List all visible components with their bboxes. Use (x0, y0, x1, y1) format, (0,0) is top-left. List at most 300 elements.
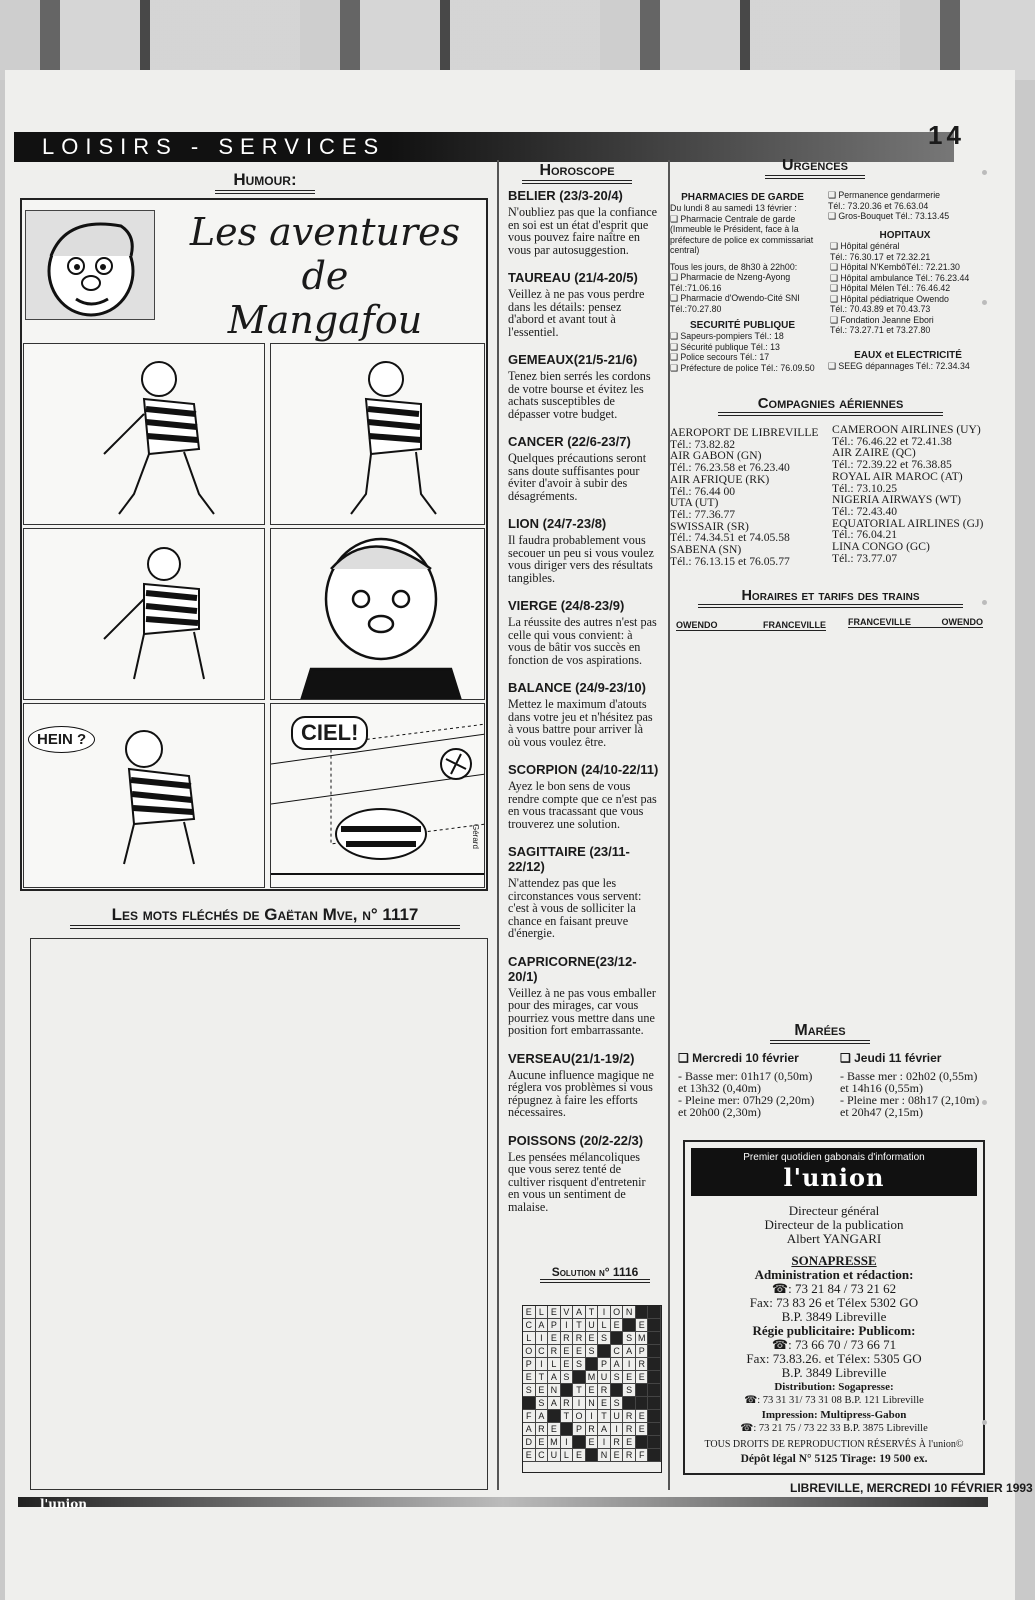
solution-row (523, 1436, 661, 1449)
comic-title (165, 210, 485, 342)
info-line: ❑ Hôpital pédiatrique Owendo (830, 293, 949, 304)
solution-cell: E (561, 1358, 574, 1371)
solution-cell: E (598, 1397, 611, 1410)
info-line: Tous les jours, de 8h30 à 22h00: (670, 261, 798, 272)
horoscope-sign-text: Tenez bien serrés les cordons de votre bourse et évitez les achats susceptibles de dépasser votre budget. (508, 369, 651, 421)
solution-cell: E (573, 1345, 586, 1358)
info-line: ❑ Permanence gendarmerie (828, 190, 941, 200)
info-line: Tél.: 72.39.22 et 76.38.85 (832, 458, 952, 472)
comic-title-line1: Les aventures de (189, 210, 461, 298)
info-line: EQUATORIAL AIRLINES (GJ) (832, 516, 984, 530)
info-line: Tél.: 70.43.89 et 70.43.73 (830, 304, 931, 314)
solution-cell: E (561, 1345, 574, 1358)
info-line: ❑ SEEG dépannages Tél.: 72.34.34 (828, 361, 970, 371)
solution-cell: I (561, 1436, 574, 1449)
info-line: Tél.: 73.10.25 (832, 481, 898, 495)
marees-day2-title: ❑ Jeudi 11 février (840, 1051, 942, 1065)
horoscope-sign-text: N'oubliez pas que la confiance en soi est un état d'esprit que vous pouvez faire naître en vous par autosuggestion. (508, 205, 658, 257)
solution-cell: R (548, 1345, 561, 1358)
train-direction-1 (676, 620, 826, 631)
trains-header: Horaires et tarifs des trains (698, 588, 963, 608)
info-line: Directeur général (788, 1203, 880, 1218)
binding-hole (982, 1420, 987, 1425)
solution-cell (636, 1397, 649, 1410)
mangafou-portrait (25, 210, 155, 320)
info-line: et 13h32 (0,40m) (678, 1081, 761, 1095)
solution-cell: E (611, 1319, 624, 1332)
info-line: NIGERIA AIRWAYS (WT) (832, 493, 962, 507)
info-line: (Immeuble le Président, face à la préfecture de police ex commissariat central) (670, 224, 814, 255)
section-banner: LOISIRS - SERVICES (14, 132, 954, 162)
horoscope-sign-name: CAPRICORNE(23/12-20/1) (508, 953, 637, 984)
comic-panel-6 (270, 703, 485, 888)
footer-date: LIBREVILLE, MERCREDI 10 FÉVRIER 1993 (790, 1481, 1033, 1495)
info-line: Tél.: 76.44 00 (670, 484, 736, 498)
airlines-col-1 (670, 427, 830, 567)
solution-cell: C (523, 1319, 536, 1332)
solution-cell: O (573, 1410, 586, 1423)
solution-cell: A (548, 1371, 561, 1384)
admin-bp: B.P. 3849 Libreville (781, 1309, 887, 1324)
horoscope-sign-name: VIERGE (24/8-23/9) (508, 598, 625, 613)
comic-panel-1 (23, 343, 265, 525)
marees-day2-lines (840, 1070, 990, 1118)
horoscope-sign-text: Mettez le maximum d'atouts dans votre jeu et n'hésitez pas à vous battre pour arriver là où vous voulez être. (508, 697, 653, 749)
airlines-col-2 (832, 424, 992, 564)
info-line: Tél.: 76.04.21 (832, 528, 898, 542)
solution-cell: F (523, 1410, 536, 1423)
solution-cell: N (598, 1449, 611, 1462)
horoscope-sign-text: N'attendez pas que les circonstances vous servent: c'est à vous de solliciter la chance en faisant preuve d'énergie. (508, 876, 642, 940)
solution-cell: S (561, 1371, 574, 1384)
solution-cell: S (611, 1397, 624, 1410)
info-line: ❑ Préfecture de police Tél.: 76.09.50 (670, 362, 815, 373)
info-line: Tél.: 73.20.36 et 76.63.04 (828, 200, 929, 211)
solution-cell: U (548, 1449, 561, 1462)
horoscope-sign-text: Veillez à ne pas vous emballer pour des mirages, car vous pourriez vous mettre dans une position fort embarrassante. (508, 985, 656, 1037)
solution-cell (648, 1423, 661, 1436)
info-line: ❑ Hôpital N'KembôTél.: 72.21.30 (830, 262, 960, 272)
solution-cell: T (598, 1410, 611, 1423)
solution-cell: P (636, 1345, 649, 1358)
solution-cell: I (573, 1397, 586, 1410)
solution-cell: I (561, 1319, 574, 1332)
solution-cell (648, 1397, 661, 1410)
solution-cell: E (636, 1410, 649, 1423)
horoscope-sign-name: BELIER (23/3-20/4) (508, 188, 623, 203)
train-dir2-from: FRANCEVILLE (848, 617, 911, 627)
pharmacies-lines (670, 203, 815, 314)
comic-panel-4 (270, 528, 485, 700)
solution-cell: T (561, 1410, 574, 1423)
solution-cell (648, 1371, 661, 1384)
solution-cell: E (523, 1306, 536, 1319)
comic-panel-3 (23, 528, 265, 700)
solution-row (523, 1358, 661, 1371)
solution-cell: A (536, 1319, 549, 1332)
solution-cell: E (523, 1449, 536, 1462)
info-line: ❑ Fondation Jeanne Ebori (830, 314, 934, 325)
solution-cell: S (623, 1332, 636, 1345)
speech-bubble-ciel: CIEL! (291, 716, 368, 750)
solution-cell (648, 1345, 661, 1358)
solution-cell (586, 1358, 599, 1371)
solution-cell: T (573, 1384, 586, 1397)
horoscope-list (500, 180, 660, 1280)
solution-cell (611, 1384, 624, 1397)
solution-row (523, 1397, 661, 1410)
info-line: et 20h47 (2,15m) (840, 1105, 923, 1119)
solution-cell: N (623, 1306, 636, 1319)
info-line: Directeur de la publication (764, 1217, 904, 1232)
info-line: Tél.:70.27.80 (670, 303, 722, 314)
solution-grid (522, 1305, 662, 1473)
solution-cell: E (586, 1384, 599, 1397)
info-line: - Basse mer : 02h02 (0,55m) (840, 1069, 978, 1083)
solution-cell: U (598, 1371, 611, 1384)
info-line: et 20h00 (2,30m) (678, 1105, 761, 1119)
marees-day1-lines (678, 1070, 838, 1118)
sonapresse: SONAPRESSE (791, 1253, 877, 1268)
pharmacies-title: PHARMACIES DE GARDE (681, 192, 804, 203)
solution-cell: S (536, 1397, 549, 1410)
speech-bubble-hein: HEIN ? (28, 726, 95, 753)
info-line: Tél.: 73.27.71 et 73.27.80 (830, 325, 931, 335)
distribution-title: Distribution: Sogapresse: (774, 1381, 894, 1393)
solution-cell: E (623, 1371, 636, 1384)
info-line: AIR AFRIQUE (RK) (670, 472, 770, 486)
info-line: Tél.: 77.36.77 (670, 507, 736, 521)
solution-cell: T (586, 1306, 599, 1319)
info-line: UTA (UT) (670, 496, 719, 510)
solution-cell: E (523, 1371, 536, 1384)
solution-cell (561, 1423, 574, 1436)
marees-header: Marées (770, 1022, 870, 1044)
solution-cell (523, 1397, 536, 1410)
comic-title-line2: Mangafou (227, 298, 423, 342)
marees-day-1 (678, 1052, 838, 1118)
info-line: CAMEROON AIRLINES (UY) (832, 423, 981, 436)
info-line: Tél.: 74.34.51 et 74.05.58 (670, 531, 790, 545)
info-line: ❑ Gros-Bouquet Tél.: 73.13.45 (828, 211, 950, 221)
masthead-logo: l'union (783, 1163, 885, 1192)
info-line: Du lundi 8 au samedi 13 février : (670, 203, 797, 213)
solution-header: Solution n° 1116 (540, 1265, 650, 1283)
regie-title: Régie publicitaire: Publicom: (752, 1323, 916, 1338)
solution-cell (573, 1436, 586, 1449)
hopitaux-block (830, 230, 980, 336)
solution-cell: S (623, 1384, 636, 1397)
horoscope-sign-text: Ayez le bon sens de vous rendre compte que ce n'est pas en vous tracassant que vous trouverez une solution. (508, 779, 657, 831)
solution-cell: C (536, 1345, 549, 1358)
solution-cell: R (623, 1449, 636, 1462)
footer-bar (18, 1497, 988, 1507)
solution-cell (548, 1410, 561, 1423)
hopitaux-lines (830, 241, 980, 336)
solution-cell: A (573, 1306, 586, 1319)
solution-cell: M (636, 1332, 649, 1345)
solution-cell: S (611, 1371, 624, 1384)
solution-cell: I (611, 1423, 624, 1436)
depot-legal: Dépôt légal N° 5125 Tirage: 19 500 ex. (740, 1453, 928, 1465)
info-line: Tél.: 76.30.17 et 72.32.21 (830, 251, 931, 262)
solution-cell (636, 1436, 649, 1449)
info-line: Tél.: 76.46.22 et 72.41.38 (832, 434, 952, 448)
solution-row (523, 1345, 661, 1358)
info-line: Albert YANGARI (786, 1231, 882, 1246)
solution-cell: S (573, 1358, 586, 1371)
solution-cell: R (573, 1332, 586, 1345)
solution-cell (573, 1371, 586, 1384)
info-line: et 14h16 (0,55m) (840, 1081, 923, 1095)
solution-cell: I (536, 1332, 549, 1345)
solution-cell: E (536, 1384, 549, 1397)
solution-cell (648, 1358, 661, 1371)
info-line: ❑ Hôpital ambulance Tél.: 76.23.44 (830, 272, 970, 283)
solution-cell: F (636, 1449, 649, 1462)
solution-cell: E (636, 1423, 649, 1436)
solution-cell (636, 1306, 649, 1319)
info-line: Tél.: 76.23.58 et 76.23.40 (670, 461, 790, 475)
solution-cell: A (623, 1345, 636, 1358)
horoscope-sign-text: Aucune influence magique ne réglera vos problèmes si vous répugnez à faire les efforts nécessaires. (508, 1067, 654, 1119)
solution-row (523, 1384, 661, 1397)
horoscope-sign-name: SCORPION (24/10-22/11) (508, 762, 659, 777)
solution-cell: E (548, 1306, 561, 1319)
info-line: AEROPORT DE LIBREVILLE (670, 426, 819, 439)
horoscope-sign-text: Les pensées mélancoliques que vous serez tenté de cultiver risquent d'entretenir en vous un sentiment de malaise. (508, 1149, 646, 1214)
solution-cell: P (598, 1358, 611, 1371)
info-line: ❑ Pharmacie Centrale de garde (670, 213, 796, 224)
cartoonist-signature: Gérard (471, 824, 480, 849)
eaux-title: EAUX et ELECTRICITÉ (854, 350, 962, 361)
info-line: - Pleine mer: 07h29 (2,20m) (678, 1093, 815, 1107)
humour-header: Humour: (215, 170, 315, 194)
info-line: ❑ Pharmacie de Nzeng-Ayong (670, 272, 791, 282)
solution-row (523, 1332, 661, 1345)
solution-cell: E (548, 1423, 561, 1436)
admin-title: Administration et rédaction: (754, 1267, 914, 1282)
column-divider (497, 160, 499, 1490)
solution-cell: L (598, 1319, 611, 1332)
binding-hole (982, 300, 987, 305)
info-line: Tél.:71.06.16 (670, 282, 722, 293)
horoscope-header: Horoscope (522, 162, 632, 184)
solution-cell: O (523, 1345, 536, 1358)
solution-cell (586, 1449, 599, 1462)
solution-cell: E (586, 1436, 599, 1449)
solution-cell: R (586, 1423, 599, 1436)
solution-cell: A (548, 1397, 561, 1410)
securite-block (670, 320, 815, 373)
solution-cell: L (548, 1358, 561, 1371)
solution-cell: I (586, 1410, 599, 1423)
solution-cell: S (598, 1332, 611, 1345)
solution-cell: R (623, 1410, 636, 1423)
admin-tel: ☎: 73 21 84 / 73 21 62 (771, 1281, 897, 1296)
footer-logo: l'union (40, 1497, 87, 1511)
marees-day1-title: ❑ Mercredi 10 février (678, 1051, 799, 1065)
comic-panel-2 (270, 343, 485, 525)
impression-tel: ☎: 73 21 75 / 73 22 33 B.P. 3875 Libreville (740, 1423, 928, 1434)
solution-row (523, 1371, 661, 1384)
solution-cell (648, 1410, 661, 1423)
horoscope-sign-text: La réussite des autres n'est pas celle qui vous convient: à vous de bâtir vos succès en fonction de vos aspirations. (508, 615, 657, 667)
solution-cell: S (523, 1384, 536, 1397)
solution-cell: E (586, 1332, 599, 1345)
solution-cell (648, 1384, 661, 1397)
solution-cell: C (611, 1345, 624, 1358)
train-direction-2 (848, 617, 983, 628)
train-dir1-to: FRANCEVILLE (763, 620, 826, 630)
compagnies-header: Compagnies aériennes (718, 395, 943, 416)
masthead-tagline: Premier quotidien gabonais d'information (743, 1152, 925, 1163)
solution-cell (598, 1345, 611, 1358)
horoscope-sign-name: POISSONS (20/2-22/3) (508, 1132, 644, 1148)
comic-panel-5 (23, 703, 265, 888)
horoscope-sign-name: TAUREAU (21/4-20/5) (508, 270, 638, 285)
solution-cell: A (611, 1358, 624, 1371)
solution-cell: T (573, 1319, 586, 1332)
solution-cell (648, 1449, 661, 1462)
binding-hole (982, 600, 987, 605)
solution-cell: R (636, 1358, 649, 1371)
info-line: - Basse mer: 01h17 (0,50m) (678, 1069, 813, 1083)
horoscope-sign-name: VERSEAU(21/1-19/2) (508, 1050, 635, 1066)
train-timetable (675, 635, 985, 1015)
solution-cell: S (586, 1345, 599, 1358)
horoscope-sign-name: LION (24/7-23/8) (508, 516, 607, 531)
hopitaux-title: HOPITAUX (879, 230, 931, 241)
solution-cell: N (586, 1397, 599, 1410)
solution-row (523, 1410, 661, 1423)
horoscope-sign-name: BALANCE (24/9-23/10) (508, 680, 646, 695)
eaux-block (828, 350, 988, 372)
solution-cell: D (523, 1436, 536, 1449)
solution-cell: M (586, 1371, 599, 1384)
pharmacies-block (670, 192, 815, 314)
info-line: ❑ Sapeurs-pompiers Tél.: 18 (670, 331, 784, 341)
regie-tel: ☎: 73 66 70 / 73 66 71 (771, 1337, 897, 1352)
impression-title: Impression: Multipress-Gabon (761, 1409, 907, 1421)
solution-cell (561, 1384, 574, 1397)
binding-hole (982, 170, 987, 175)
solution-cell (611, 1332, 624, 1345)
gendarmerie-block (828, 190, 988, 222)
info-line: Tél.: 72.43.40 (832, 504, 898, 518)
crossword-grid (30, 938, 488, 1490)
horoscope-sign-text: Il faudra probablement vous secouer un peu si vous voulez vous diriger vers des résultats tangibles. (508, 533, 654, 585)
info-line: Tél.: 73.82.82 (670, 437, 736, 451)
solution-cell: E (636, 1371, 649, 1384)
info-line: ❑ Police secours Tél.: 17 (670, 352, 770, 362)
solution-cell: E (548, 1332, 561, 1345)
solution-row (523, 1306, 661, 1319)
solution-cell (623, 1319, 636, 1332)
horoscope-sign-name: GEMEAUX(21/5-21/6) (508, 352, 638, 367)
crossword-header: Les mots fléchés de Gaëtan Mve, n° 1117 (70, 905, 460, 929)
solution-cell: E (611, 1449, 624, 1462)
info-line: LINA CONGO (GC) (832, 540, 930, 554)
solution-cell: U (611, 1410, 624, 1423)
solution-cell: L (536, 1306, 549, 1319)
solution-cell: L (523, 1332, 536, 1345)
solution-cell: P (523, 1358, 536, 1371)
masthead-box (683, 1140, 985, 1475)
solution-cell: I (598, 1306, 611, 1319)
info-line: AIR GABON (GN) (670, 449, 762, 463)
solution-cell: O (611, 1306, 624, 1319)
solution-cell (648, 1319, 661, 1332)
distribution-tel: ☎: 73 31 31/ 73 31 08 B.P. 121 Libreville (744, 1395, 924, 1406)
binding-hole (982, 1100, 987, 1105)
solution-cell (648, 1332, 661, 1345)
masthead-direction (685, 1204, 983, 1246)
regie-bp: B.P. 3849 Libreville (781, 1365, 887, 1380)
solution-cell: E (573, 1449, 586, 1462)
solution-cell: P (548, 1319, 561, 1332)
solution-cell: R (598, 1384, 611, 1397)
info-line: AIR ZAIRE (QC) (832, 446, 916, 460)
info-line: SWISSAIR (SR) (670, 519, 749, 533)
solution-cell (648, 1436, 661, 1449)
info-line: ❑ Sécurité publique Tél.: 13 (670, 341, 780, 352)
solution-cell: T (536, 1371, 549, 1384)
info-line: Tél.: 73.77.07 (832, 551, 898, 565)
solution-row (523, 1423, 661, 1436)
page-number: 14 (928, 120, 965, 150)
solution-row (523, 1449, 661, 1462)
train-dir2-to: OWENDO (941, 617, 983, 627)
solution-cell: L (561, 1449, 574, 1462)
solution-cell: M (548, 1436, 561, 1449)
info-line: Tél.: 76.13.15 et 76.05.77 (670, 554, 790, 568)
train-dir1-from: OWENDO (676, 620, 718, 630)
horoscope-sign-name: SAGITTAIRE (23/11-22/12) (508, 844, 630, 874)
eaux-lines (828, 361, 988, 372)
marees-day-2 (840, 1052, 990, 1118)
regie-fax: Fax: 73.83.26. et Télex: 5305 GO (746, 1351, 922, 1366)
solution-cell: R (536, 1423, 549, 1436)
solution-cell: A (536, 1410, 549, 1423)
scan-background (0, 0, 1035, 80)
urgences-header: Urgences (765, 157, 865, 179)
info-line: ❑ Hôpital général (830, 241, 900, 251)
info-line: SABENA (SN) (670, 543, 742, 557)
solution-cell (648, 1306, 661, 1319)
solution-cell: A (523, 1423, 536, 1436)
solution-cell: A (598, 1423, 611, 1436)
solution-cell: R (611, 1436, 624, 1449)
solution-cell: V (561, 1306, 574, 1319)
solution-cell: U (586, 1319, 599, 1332)
info-line: ❑ Hôpital Mélen Tél.: 76.46.42 (830, 283, 951, 293)
securite-title: SECURITÉ PUBLIQUE (689, 320, 795, 331)
solution-cell (636, 1384, 649, 1397)
solution-cell: N (548, 1384, 561, 1397)
gendarmerie-lines (828, 190, 988, 222)
solution-row (523, 1319, 661, 1332)
solution-cell: R (623, 1423, 636, 1436)
solution-cell: C (536, 1449, 549, 1462)
solution-cell: I (623, 1358, 636, 1371)
horoscope-sign-name: CANCER (22/6-23/7) (508, 434, 631, 449)
solution-cell (623, 1397, 636, 1410)
solution-cell: E (623, 1436, 636, 1449)
solution-cell: R (561, 1397, 574, 1410)
horoscope-sign-text: Quelques précautions seront sans doute suffisantes pour éviter d'avoir à subir des désagréments. (508, 451, 647, 503)
info-line: ❑ Pharmacie d'Owendo-Cité SNI (670, 293, 800, 303)
